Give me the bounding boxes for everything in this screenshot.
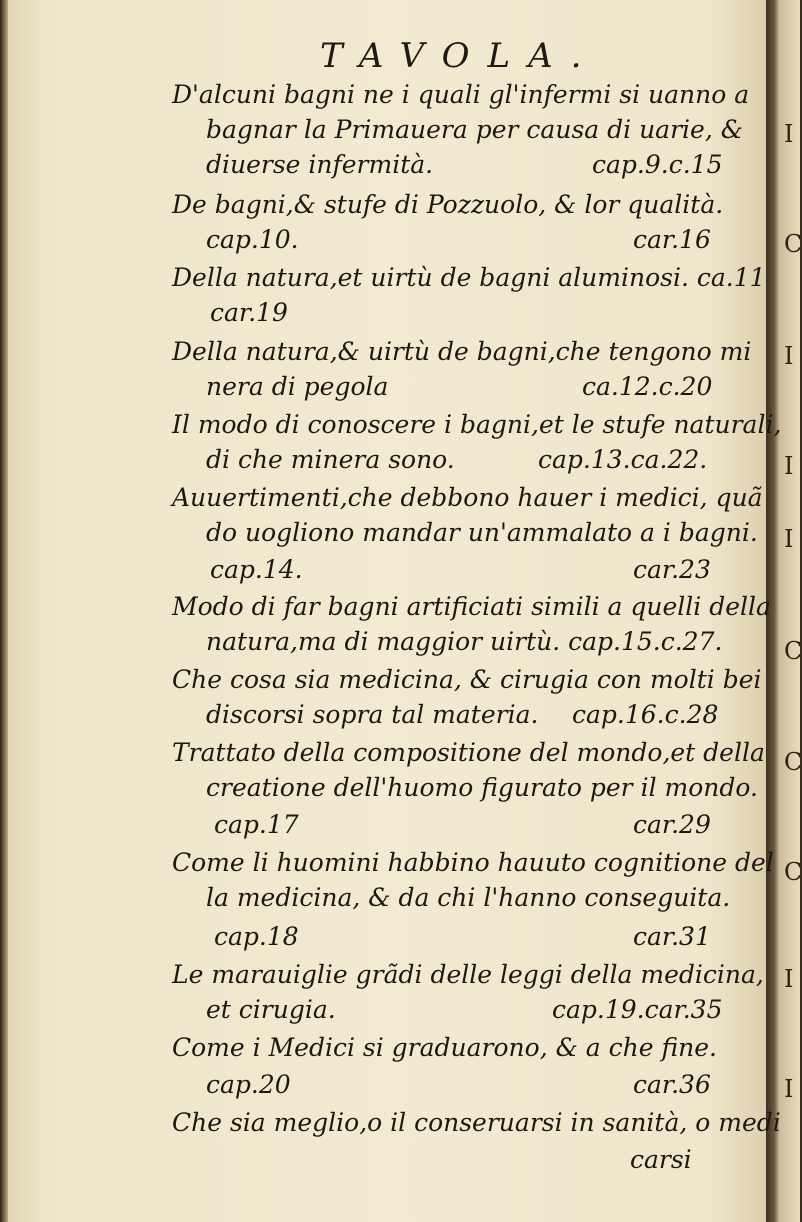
- entry-ref: cap.20: [206, 1070, 291, 1099]
- entry-line: natura,ma di maggior uirtù. cap.15.c.27.: [206, 627, 723, 656]
- entry-line: discorsi sopra tal materia.: [206, 700, 539, 729]
- entry-line: De bagni,& stufe di Pozzuolo, & lor qualità.: [172, 190, 724, 219]
- facing-page-letter: C: [784, 637, 802, 665]
- entry-line: Che sia meglio,o il conseruarsi in sanità, o medi: [172, 1108, 781, 1137]
- entry-line: Modo di far bagni artificiati simili a quelli della: [172, 592, 771, 621]
- entry-ref: car.36: [633, 1070, 711, 1099]
- facing-page-letter: C: [784, 230, 802, 258]
- entry-line: la medicina, & da chi l'hanno conseguita.: [206, 883, 731, 912]
- entry-ref: cap.9.c.15: [592, 150, 723, 179]
- entry-ref: cap.16.c.28: [572, 700, 719, 729]
- entry-ref: car.16: [633, 225, 711, 254]
- facing-page-letter: I: [784, 120, 794, 148]
- entry-line: D'alcuni bagni ne i quali gl'infermi si uanno a: [172, 80, 750, 109]
- entry-line: Il modo di conoscere i bagni,et le stufe naturali,: [172, 410, 782, 439]
- entry-ref: car.23: [633, 555, 711, 584]
- facing-page-letter: I: [784, 452, 794, 480]
- facing-page-letter: C: [784, 748, 802, 776]
- entry-ref: car.29: [633, 810, 711, 839]
- entry-ref: cap.19.car.35: [552, 995, 723, 1024]
- entry-ref: cap.14.: [210, 555, 303, 584]
- entry-ref: cap.10.: [206, 225, 299, 254]
- entry-line: Della natura,et uirtù de bagni aluminosi. ca.11: [172, 263, 766, 292]
- entry-line: Auuertimenti,che debbono hauer i medici, quã: [172, 483, 763, 512]
- entry-line: Trattato della compositione del mondo,et della: [172, 738, 765, 767]
- facing-page-gutter: [766, 0, 800, 1222]
- entry-line: diuerse infermità.: [206, 150, 434, 179]
- running-head: TAVOLA.: [320, 36, 600, 76]
- entry-line: Come i Medici si graduarono, & a che fine.: [172, 1033, 718, 1062]
- facing-page-letter: I: [784, 965, 794, 993]
- page-left-edge: [0, 0, 8, 1222]
- entry-line: carsi: [630, 1145, 692, 1174]
- entry-line: bagnar la Primauera per causa di uarie, &: [206, 115, 743, 144]
- entry-line: di che minera sono.: [206, 445, 455, 474]
- facing-page-letter: I: [784, 1075, 794, 1103]
- entry-ref: cap.13.ca.22.: [538, 445, 708, 474]
- entry-line: nera di pegola: [206, 372, 389, 401]
- entry-line: et cirugia.: [206, 995, 336, 1024]
- entry-ref: car.31: [633, 922, 711, 951]
- facing-page-letter: I: [784, 342, 794, 370]
- entry-line: Le marauiglie grãdi delle leggi della medicina,: [172, 960, 764, 989]
- entry-line: do uogliono mandar un'ammalato a i bagni.: [206, 518, 758, 547]
- facing-page-letter: I: [784, 525, 794, 553]
- entry-line: Come li huomini habbino hauuto cognitione del: [172, 848, 774, 877]
- entry-ref: cap.18: [214, 922, 299, 951]
- entry-line: Che cosa sia medicina, & cirugia con molti bei: [172, 665, 762, 694]
- facing-page-letter: C: [784, 858, 802, 886]
- entry-ref: car.19: [210, 298, 288, 327]
- entry-line: Della natura,& uirtù de bagni,che tengono mi: [172, 337, 752, 366]
- entry-line: creatione dell'huomo figurato per il mondo.: [206, 773, 758, 802]
- entry-ref: cap.17: [214, 810, 299, 839]
- entry-ref: ca.12.c.20: [582, 372, 713, 401]
